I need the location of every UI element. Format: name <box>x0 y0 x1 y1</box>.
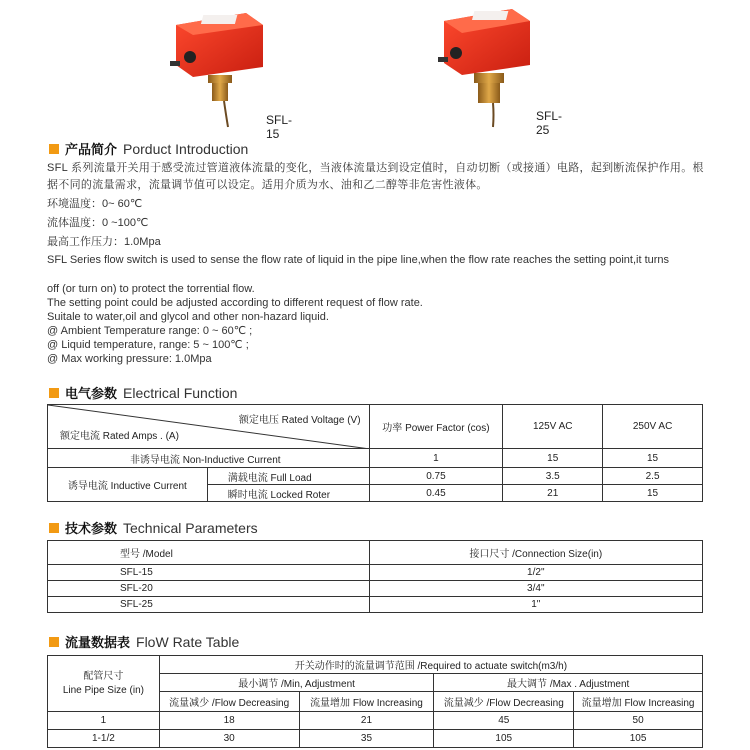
electrical-section-title: 电气参数 Electrical Function <box>49 383 237 402</box>
intro-en-line: @ Ambient Temperature range: 0 ~ 60℃ ; <box>47 325 253 337</box>
table-row: 1-1/2 30 35 105 105 <box>48 730 703 748</box>
table-row: 诱导电流 Inductive Current 满载电流 Full Load 0.75 3.5 2.5 <box>48 468 703 485</box>
table-row: SFL-25 1" <box>48 597 703 613</box>
section-bullet-icon <box>49 637 59 647</box>
table-corner-cell: 额定电压 Rated Voltage (V) 额定电流 Rated Amps . (A) <box>48 405 370 449</box>
section-bullet-icon <box>49 388 59 398</box>
flow-table: 配管尺寸 Line Pipe Size (in) 开关动作时的流量调节范围 /Required to actuate switch(m3/h) 最小调节 /Min, Adjustment 最大调节 /Max . Adjustment 流量减少 /Flow Decreasing 流量增加 Flow Increasing 流量减少 /Flow Decreasing 流量增加 Flow Increasing 1 18 21 45 50 1-1/2 30 35 105 105 <box>47 655 703 748</box>
flow-switch-icon <box>168 5 268 130</box>
liquid-temp-cn: 流体温度：0 ~100℃ <box>47 217 149 229</box>
table-row: 非诱导电流 Non-Inductive Current 1 15 15 <box>48 449 703 468</box>
flow-switch-icon <box>438 5 538 130</box>
intro-section-title: 产品简介 Porduct Introduction <box>49 139 248 158</box>
intro-en-line: @ Liquid temperature, range: 5 ~ 100℃ ; <box>47 339 249 351</box>
table-row: 瞬时电流 Locked Roter 0.45 21 15 <box>48 485 703 502</box>
product-image-sfl-25 <box>438 5 563 137</box>
intro-en-line: Suitale to water,oil and glycol and other non-hazard liquid. <box>47 311 329 323</box>
section-bullet-icon <box>49 523 59 533</box>
intro-en-line: @ Max working pressure: 1.0Mpa <box>47 353 212 365</box>
section-bullet-icon <box>49 144 59 154</box>
technical-section-title: 技术参数 Technical Parameters <box>49 518 258 537</box>
ambient-temp-cn: 环境温度：0~ 60℃ <box>47 198 143 210</box>
product-label: SFL-25 <box>536 109 563 137</box>
product-image-sfl-15 <box>168 5 293 141</box>
table-row: SFL-20 3/4" <box>48 581 703 597</box>
technical-table: 型号 /Model 接口尺寸 /Connection Size(in) SFL-15 1/2" SFL-20 3/4" SFL-25 1" <box>47 540 703 613</box>
intro-en-line: SFL Series flow switch is used to sense the flow rate of liquid in the pipe line,when the flow rate reaches the setting point,it turns <box>47 254 670 266</box>
electrical-table: 额定电压 Rated Voltage (V) 额定电流 Rated Amps . (A) 功率 Power Factor (cos) 125V AC 250V AC 非诱导电流 Non-Inductive Current 1 15 15 诱导电流 Inductive Current 满载电流 Full Load 0.75 3.5 2.5 瞬时电流 Locked Roter 0.45 21 15 <box>47 404 703 502</box>
table-row: SFL-15 1/2" <box>48 565 703 581</box>
max-pressure-cn: 最高工作压力：1.0Mpa <box>47 236 161 248</box>
flow-section-title: 流量数据表 FloW Rate Table <box>49 632 239 651</box>
table-row: 1 18 21 45 50 <box>48 712 703 730</box>
product-label: SFL-15 <box>266 113 293 141</box>
intro-en-line: off (or turn on) to protect the torrential flow. <box>47 283 255 295</box>
intro-cn-paragraph: SFL 系列流量开关用于感受流过管道液体流量的变化，当液体流量达到设定值时，自动切断（或接通）电路，起到断流保护作用。根据不同的流量需求，流量调节值可以设定。适用介质为水、油和乙二醇等非危害性液体。 <box>47 162 704 191</box>
intro-en-line: The setting point could be adjusted according to different request of flow rate. <box>47 297 423 309</box>
